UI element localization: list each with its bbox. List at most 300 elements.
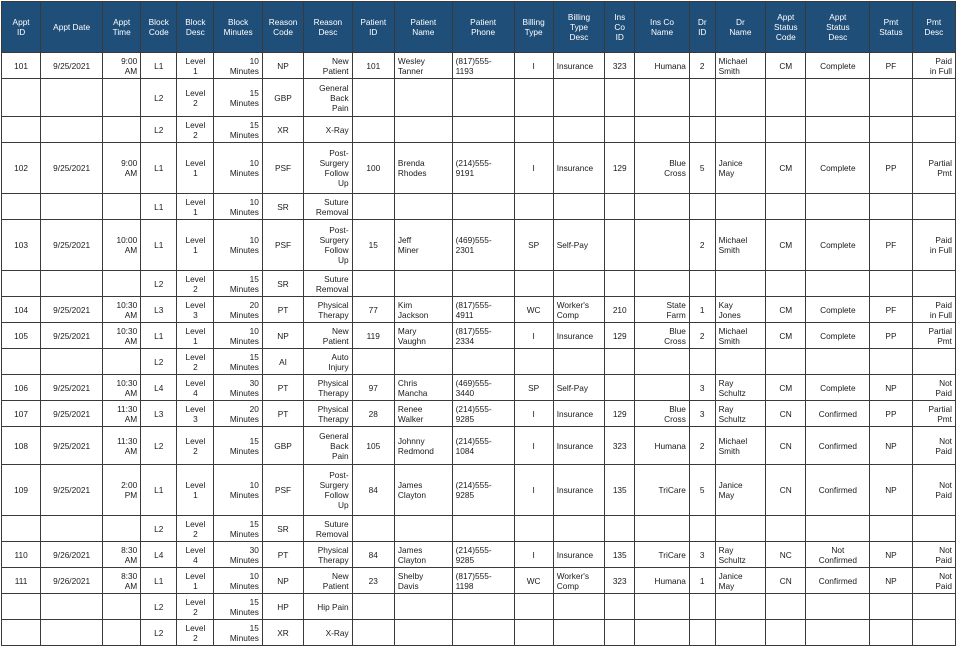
cell-ins-co-id: 323: [605, 427, 635, 465]
col-header-ins-co-id: Ins Co ID: [605, 2, 635, 53]
cell-pmt-status: PF: [870, 297, 912, 323]
cell-pmt-desc: Partial Pmt: [912, 401, 955, 427]
cell-block-code: L1: [141, 53, 177, 79]
cell-block-minutes: 20 Minutes: [214, 297, 262, 323]
cell-pmt-desc: Partial Pmt: [912, 323, 955, 349]
cell-block-minutes: 15 Minutes: [214, 349, 262, 375]
cell-pmt-status: [870, 79, 912, 117]
cell-block-code: L2: [141, 427, 177, 465]
cell-block-desc: Level 1: [177, 323, 214, 349]
cell-pmt-status: PF: [870, 220, 912, 271]
cell-appt-date: 9/25/2021: [41, 53, 103, 79]
table-row: [2, 143, 956, 194]
cell-patient-phone: [452, 594, 514, 620]
cell-patient-phone: [452, 620, 514, 646]
cell-reason-code: XR: [262, 620, 303, 646]
cell-billing-type-desc: [553, 620, 605, 646]
cell-billing-type-desc: Insurance: [553, 427, 605, 465]
cell-dr-id: [689, 349, 715, 375]
cell-reason-desc: Physical Therapy: [304, 297, 352, 323]
table-row: [2, 349, 956, 375]
cell-patient-id: 100: [352, 143, 394, 194]
table-row: [2, 516, 956, 542]
cell-patient-name: [394, 117, 452, 143]
col-header-reason-code: Reason Code: [262, 2, 303, 53]
cell-dr-id: 3: [689, 542, 715, 568]
cell-block-desc: Level 1: [177, 220, 214, 271]
table-body: [2, 53, 956, 646]
cell-appt-date: 9/25/2021: [41, 220, 103, 271]
cell-patient-name: [394, 79, 452, 117]
cell-appt-id: [2, 117, 41, 143]
cell-reason-code: HP: [262, 594, 303, 620]
cell-appt-time: 2:00 PM: [103, 465, 141, 516]
cell-pmt-status: [870, 271, 912, 297]
cell-appt-status-desc: Complete: [806, 375, 870, 401]
cell-patient-name: Brenda Rhodes: [394, 143, 452, 194]
cell-reason-desc: Post- Surgery Follow Up: [304, 465, 352, 516]
cell-appt-date: [41, 271, 103, 297]
cell-patient-name: Mary Vaughn: [394, 323, 452, 349]
cell-ins-co-id: [605, 117, 635, 143]
cell-appt-status-code: [766, 117, 806, 143]
cell-patient-phone: [452, 516, 514, 542]
cell-patient-phone: (214)555- 9285: [452, 401, 514, 427]
cell-appt-date: 9/25/2021: [41, 143, 103, 194]
cell-billing-type: I: [514, 143, 553, 194]
cell-block-minutes: 10 Minutes: [214, 568, 262, 594]
cell-dr-id: 3: [689, 375, 715, 401]
cell-ins-co-id: [605, 271, 635, 297]
cell-appt-time: 8:30 AM: [103, 568, 141, 594]
cell-appt-status-desc: Not Confirmed: [806, 542, 870, 568]
cell-billing-type: [514, 194, 553, 220]
cell-ins-co-name: TriCare: [635, 542, 690, 568]
cell-patient-name: [394, 620, 452, 646]
cell-appt-date: [41, 516, 103, 542]
cell-appt-date: 9/25/2021: [41, 427, 103, 465]
cell-appt-status-code: [766, 620, 806, 646]
cell-ins-co-id: [605, 349, 635, 375]
cell-patient-id: 119: [352, 323, 394, 349]
table-row: [2, 542, 956, 568]
cell-appt-status-desc: [806, 271, 870, 297]
cell-appt-status-code: CN: [766, 401, 806, 427]
cell-reason-code: SR: [262, 271, 303, 297]
cell-patient-id: [352, 194, 394, 220]
cell-patient-phone: [452, 194, 514, 220]
cell-block-desc: Level 4: [177, 375, 214, 401]
table-row: [2, 465, 956, 516]
cell-appt-status-desc: Complete: [806, 323, 870, 349]
col-header-billing-type: Billing Type: [514, 2, 553, 53]
cell-appt-date: [41, 349, 103, 375]
cell-billing-type: [514, 79, 553, 117]
cell-appt-time: [103, 594, 141, 620]
table-row: [2, 271, 956, 297]
cell-ins-co-name: Humana: [635, 568, 690, 594]
cell-reason-code: PT: [262, 375, 303, 401]
cell-block-minutes: 20 Minutes: [214, 401, 262, 427]
cell-appt-status-code: CM: [766, 220, 806, 271]
cell-block-minutes: 10 Minutes: [214, 323, 262, 349]
cell-billing-type: I: [514, 542, 553, 568]
cell-dr-id: 2: [689, 323, 715, 349]
cell-patient-name: Wesley Tanner: [394, 53, 452, 79]
cell-appt-date: 9/25/2021: [41, 401, 103, 427]
cell-billing-type-desc: [553, 271, 605, 297]
table-row: [2, 53, 956, 79]
cell-patient-phone: [452, 79, 514, 117]
cell-pmt-status: PP: [870, 143, 912, 194]
cell-appt-id: [2, 516, 41, 542]
cell-appt-id: 111: [2, 568, 41, 594]
cell-patient-phone: [452, 117, 514, 143]
cell-reason-code: SR: [262, 516, 303, 542]
cell-pmt-status: [870, 620, 912, 646]
cell-appt-status-code: CM: [766, 323, 806, 349]
cell-appt-time: [103, 620, 141, 646]
cell-dr-name: [715, 349, 766, 375]
cell-block-code: L1: [141, 465, 177, 516]
cell-pmt-desc: Paid in Full: [912, 220, 955, 271]
cell-dr-id: 3: [689, 401, 715, 427]
cell-patient-name: [394, 516, 452, 542]
cell-reason-desc: X-Ray: [304, 117, 352, 143]
cell-appt-id: [2, 194, 41, 220]
cell-dr-name: [715, 79, 766, 117]
cell-billing-type-desc: [553, 79, 605, 117]
cell-appt-time: 10:30 AM: [103, 323, 141, 349]
col-header-block-minutes: Block Minutes: [214, 2, 262, 53]
cell-appt-status-code: [766, 516, 806, 542]
cell-dr-name: Janice May: [715, 465, 766, 516]
cell-block-code: L3: [141, 297, 177, 323]
cell-appt-id: 107: [2, 401, 41, 427]
cell-appt-id: 106: [2, 375, 41, 401]
cell-appt-time: 10:30 AM: [103, 375, 141, 401]
cell-block-code: L2: [141, 79, 177, 117]
cell-block-minutes: 10 Minutes: [214, 194, 262, 220]
table-row: [2, 401, 956, 427]
cell-appt-status-desc: [806, 594, 870, 620]
cell-appt-date: 9/26/2021: [41, 542, 103, 568]
cell-reason-code: XR: [262, 117, 303, 143]
cell-billing-type-desc: Worker's Comp: [553, 297, 605, 323]
header-row: [2, 2, 956, 53]
cell-ins-co-id: [605, 516, 635, 542]
cell-reason-desc: Physical Therapy: [304, 375, 352, 401]
cell-reason-desc: Hip Pain: [304, 594, 352, 620]
cell-reason-desc: Suture Removal: [304, 194, 352, 220]
cell-patient-id: 84: [352, 465, 394, 516]
col-header-dr-name: Dr Name: [715, 2, 766, 53]
cell-dr-id: 5: [689, 465, 715, 516]
cell-dr-id: [689, 194, 715, 220]
cell-block-code: L3: [141, 401, 177, 427]
cell-billing-type-desc: [553, 194, 605, 220]
col-header-reason-desc: Reason Desc: [304, 2, 352, 53]
cell-patient-phone: [452, 271, 514, 297]
cell-billing-type-desc: [553, 349, 605, 375]
cell-block-minutes: 15 Minutes: [214, 594, 262, 620]
cell-appt-status-desc: Complete: [806, 220, 870, 271]
cell-reason-desc: General Back Pain: [304, 79, 352, 117]
cell-pmt-desc: Paid in Full: [912, 297, 955, 323]
table-row: [2, 194, 956, 220]
cell-reason-code: PT: [262, 297, 303, 323]
cell-appt-id: 102: [2, 143, 41, 194]
cell-billing-type: [514, 620, 553, 646]
cell-block-minutes: 15 Minutes: [214, 117, 262, 143]
cell-block-desc: Level 1: [177, 194, 214, 220]
cell-appt-status-desc: Confirmed: [806, 465, 870, 516]
cell-block-desc: Level 2: [177, 427, 214, 465]
cell-pmt-desc: Paid in Full: [912, 53, 955, 79]
cell-block-code: L2: [141, 516, 177, 542]
table-row: [2, 620, 956, 646]
cell-pmt-desc: [912, 620, 955, 646]
cell-appt-date: 9/25/2021: [41, 375, 103, 401]
cell-patient-id: 15: [352, 220, 394, 271]
cell-patient-name: Johnny Redmond: [394, 427, 452, 465]
cell-dr-name: [715, 194, 766, 220]
cell-reason-code: PSF: [262, 465, 303, 516]
table-row: [2, 568, 956, 594]
cell-patient-id: [352, 117, 394, 143]
table-row: [2, 79, 956, 117]
cell-appt-id: [2, 271, 41, 297]
cell-dr-name: Michael Smith: [715, 53, 766, 79]
cell-appt-date: [41, 594, 103, 620]
cell-appt-time: [103, 516, 141, 542]
cell-ins-co-name: [635, 117, 690, 143]
cell-appt-time: 9:00 AM: [103, 53, 141, 79]
cell-dr-id: [689, 79, 715, 117]
cell-reason-code: PT: [262, 542, 303, 568]
cell-patient-id: [352, 79, 394, 117]
cell-dr-id: [689, 620, 715, 646]
cell-patient-id: 23: [352, 568, 394, 594]
cell-patient-phone: (214)555- 1084: [452, 427, 514, 465]
cell-appt-status-desc: [806, 79, 870, 117]
cell-appt-id: [2, 620, 41, 646]
cell-patient-name: Renee Walker: [394, 401, 452, 427]
cell-patient-name: [394, 271, 452, 297]
cell-reason-desc: Physical Therapy: [304, 542, 352, 568]
cell-reason-desc: New Patient: [304, 568, 352, 594]
cell-ins-co-name: Blue Cross: [635, 323, 690, 349]
cell-appt-status-code: NC: [766, 542, 806, 568]
table-row: [2, 220, 956, 271]
cell-ins-co-id: [605, 220, 635, 271]
cell-ins-co-id: 323: [605, 568, 635, 594]
cell-reason-code: GBP: [262, 427, 303, 465]
cell-dr-name: [715, 271, 766, 297]
cell-pmt-desc: Not Paid: [912, 375, 955, 401]
cell-patient-name: [394, 594, 452, 620]
cell-appt-status-code: [766, 349, 806, 375]
cell-reason-desc: X-Ray: [304, 620, 352, 646]
cell-appt-status-desc: [806, 620, 870, 646]
cell-block-desc: Level 2: [177, 620, 214, 646]
cell-billing-type: WC: [514, 568, 553, 594]
col-header-pmt-desc: Pmt Desc: [912, 2, 955, 53]
cell-pmt-desc: [912, 79, 955, 117]
cell-block-desc: Level 2: [177, 271, 214, 297]
cell-block-code: L2: [141, 349, 177, 375]
cell-appt-date: [41, 79, 103, 117]
cell-ins-co-name: [635, 594, 690, 620]
col-header-appt-date: Appt Date: [41, 2, 103, 53]
cell-billing-type-desc: [553, 516, 605, 542]
cell-reason-desc: Suture Removal: [304, 516, 352, 542]
cell-reason-desc: Physical Therapy: [304, 401, 352, 427]
cell-appt-time: 11:30 AM: [103, 401, 141, 427]
cell-patient-id: [352, 271, 394, 297]
cell-appt-status-code: [766, 79, 806, 117]
cell-appt-time: [103, 271, 141, 297]
cell-billing-type: I: [514, 401, 553, 427]
cell-pmt-status: [870, 194, 912, 220]
cell-appt-status-code: CN: [766, 427, 806, 465]
cell-pmt-status: [870, 349, 912, 375]
cell-dr-id: [689, 594, 715, 620]
cell-pmt-status: NP: [870, 375, 912, 401]
cell-ins-co-name: [635, 194, 690, 220]
cell-pmt-desc: [912, 516, 955, 542]
cell-dr-id: 2: [689, 53, 715, 79]
cell-patient-phone: (817)555- 1193: [452, 53, 514, 79]
cell-appt-date: [41, 117, 103, 143]
cell-pmt-desc: [912, 194, 955, 220]
cell-billing-type-desc: Insurance: [553, 542, 605, 568]
cell-block-desc: Level 2: [177, 349, 214, 375]
cell-block-code: L2: [141, 117, 177, 143]
cell-reason-desc: New Patient: [304, 323, 352, 349]
col-header-appt-time: Appt Time: [103, 2, 141, 53]
cell-block-desc: Level 2: [177, 594, 214, 620]
cell-billing-type: I: [514, 427, 553, 465]
cell-dr-name: Ray Schultz: [715, 401, 766, 427]
cell-ins-co-id: 323: [605, 53, 635, 79]
cell-patient-id: 97: [352, 375, 394, 401]
cell-appt-status-code: [766, 194, 806, 220]
cell-dr-name: Ray Schultz: [715, 375, 766, 401]
cell-appt-time: 10:00 AM: [103, 220, 141, 271]
cell-patient-name: Chris Mancha: [394, 375, 452, 401]
cell-appt-time: [103, 194, 141, 220]
cell-appt-date: 9/26/2021: [41, 568, 103, 594]
cell-block-minutes: 15 Minutes: [214, 516, 262, 542]
cell-dr-id: 5: [689, 143, 715, 194]
cell-pmt-status: PP: [870, 401, 912, 427]
cell-reason-code: NP: [262, 568, 303, 594]
cell-appt-status-code: CM: [766, 375, 806, 401]
cell-block-desc: Level 3: [177, 401, 214, 427]
cell-ins-co-id: 135: [605, 465, 635, 516]
cell-appt-time: 10:30 AM: [103, 297, 141, 323]
cell-ins-co-id: [605, 79, 635, 117]
cell-block-desc: Level 3: [177, 297, 214, 323]
cell-reason-code: NP: [262, 323, 303, 349]
cell-appt-id: 110: [2, 542, 41, 568]
cell-pmt-desc: [912, 594, 955, 620]
cell-patient-id: [352, 620, 394, 646]
cell-block-code: L2: [141, 620, 177, 646]
cell-patient-name: [394, 349, 452, 375]
cell-patient-id: [352, 349, 394, 375]
cell-appt-time: 8:30 AM: [103, 542, 141, 568]
cell-block-desc: Level 4: [177, 542, 214, 568]
cell-billing-type-desc: Insurance: [553, 143, 605, 194]
cell-appt-status-code: CM: [766, 143, 806, 194]
cell-billing-type: [514, 117, 553, 143]
cell-pmt-desc: Not Paid: [912, 427, 955, 465]
col-header-dr-id: Dr ID: [689, 2, 715, 53]
cell-appt-time: [103, 117, 141, 143]
cell-ins-co-name: [635, 516, 690, 542]
cell-patient-name: Shelby Davis: [394, 568, 452, 594]
cell-appt-status-code: CN: [766, 568, 806, 594]
cell-ins-co-name: Humana: [635, 427, 690, 465]
cell-reason-code: PT: [262, 401, 303, 427]
cell-pmt-status: NP: [870, 427, 912, 465]
cell-appt-id: 108: [2, 427, 41, 465]
cell-patient-id: [352, 594, 394, 620]
cell-dr-name: Janice May: [715, 143, 766, 194]
cell-appt-status-desc: Complete: [806, 53, 870, 79]
cell-appt-date: [41, 194, 103, 220]
cell-pmt-status: PF: [870, 53, 912, 79]
cell-block-desc: Level 2: [177, 79, 214, 117]
cell-dr-id: [689, 271, 715, 297]
cell-reason-desc: Suture Removal: [304, 271, 352, 297]
col-header-block-desc: Block Desc: [177, 2, 214, 53]
cell-appt-id: [2, 594, 41, 620]
col-header-block-code: Block Code: [141, 2, 177, 53]
col-header-billing-type-desc: Billing Type Desc: [553, 2, 605, 53]
cell-block-desc: Level 1: [177, 143, 214, 194]
cell-patient-id: 77: [352, 297, 394, 323]
cell-patient-phone: (817)555- 1198: [452, 568, 514, 594]
cell-dr-name: Michael Smith: [715, 220, 766, 271]
cell-pmt-status: NP: [870, 542, 912, 568]
table-row: [2, 427, 956, 465]
cell-patient-phone: (817)555- 4911: [452, 297, 514, 323]
cell-patient-name: James Clayton: [394, 465, 452, 516]
cell-reason-desc: Post- Surgery Follow Up: [304, 143, 352, 194]
cell-block-minutes: 30 Minutes: [214, 542, 262, 568]
col-header-patient-name: Patient Name: [394, 2, 452, 53]
cell-ins-co-name: Blue Cross: [635, 143, 690, 194]
cell-appt-date: 9/25/2021: [41, 465, 103, 516]
cell-pmt-desc: [912, 349, 955, 375]
cell-appt-status-code: CM: [766, 297, 806, 323]
cell-billing-type: SP: [514, 220, 553, 271]
cell-reason-code: NP: [262, 53, 303, 79]
cell-billing-type-desc: Self-Pay: [553, 220, 605, 271]
cell-patient-name: James Clayton: [394, 542, 452, 568]
cell-billing-type: [514, 516, 553, 542]
appointments-table: [1, 1, 956, 646]
cell-billing-type-desc: [553, 117, 605, 143]
cell-patient-phone: [452, 349, 514, 375]
cell-appt-id: 103: [2, 220, 41, 271]
cell-block-code: L2: [141, 594, 177, 620]
cell-appt-status-desc: [806, 194, 870, 220]
cell-ins-co-name: Blue Cross: [635, 401, 690, 427]
